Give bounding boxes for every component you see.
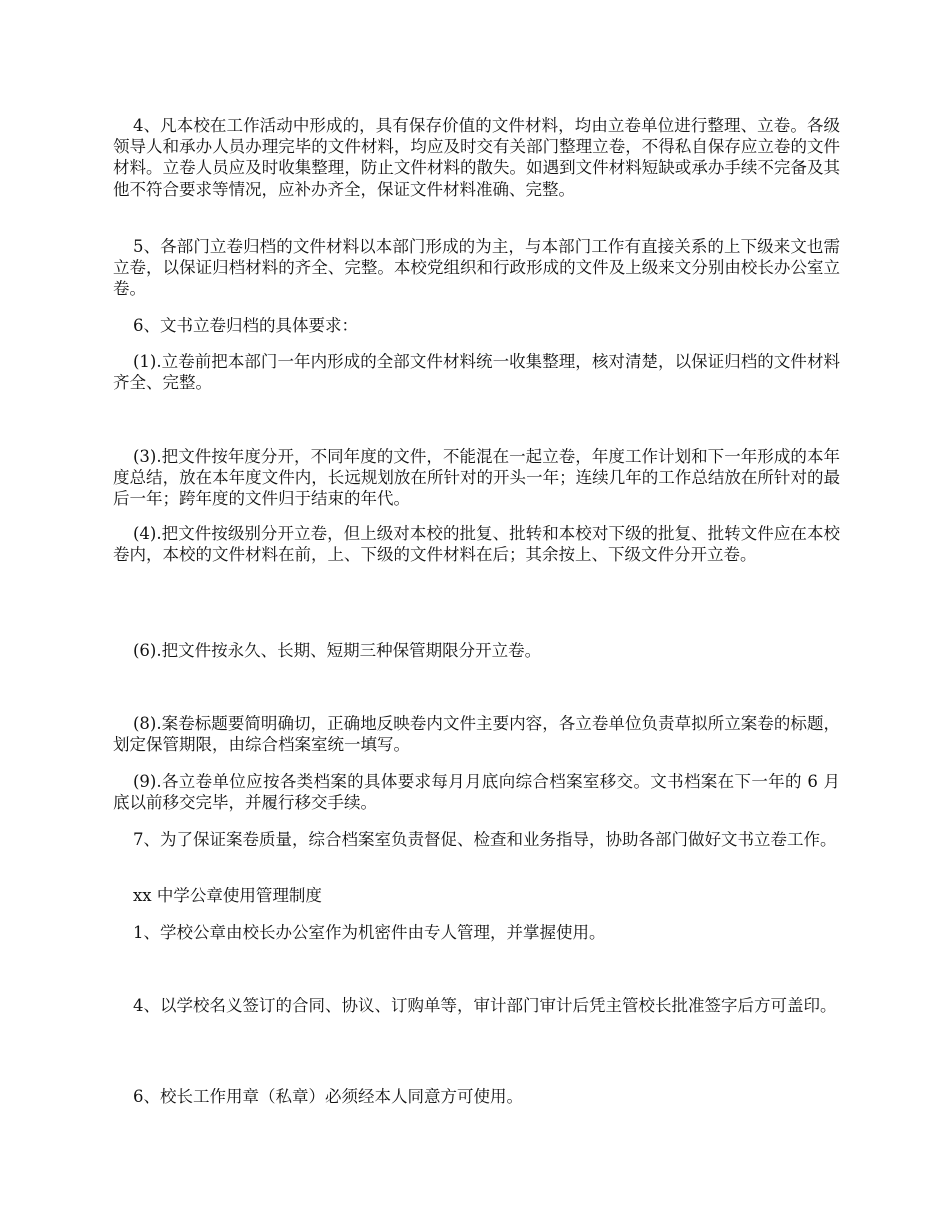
seal-rule-1: 1、学校公章由校长办公室作为机密件由专人管理，并掌握使用。 <box>133 923 606 942</box>
paragraph-requirement-1: (1).立卷前把本部门一年内形成的全部文件材料统一收集整理，核对清楚，以保证归档的文件材料齐全、完整。 <box>113 352 840 393</box>
paragraph-6-requirements-heading: 6、文书立卷归档的具体要求： <box>133 316 358 335</box>
paragraph-requirement-9: (9).各立卷单位应按各类档案的具体要求每月月底向综合档案室移交。文书档案在下一年的 6 月底以前移交完毕，并履行移交手续。 <box>113 772 840 813</box>
paragraph-4-filing-responsibility: 4、凡本校在工作活动中形成的，具有保存价值的文件材料，均由立卷单位进行整理、立卷。各级领导人和承办人员办理完毕的文件材料，均应及时交有关部门整理立卷，不得私自保存应立卷的文件材料。立卷人员应及时收集整理，防止文件材料的散失。如遇到文件材料短缺或承办手续不完备及其他不符合要求等情况，应补办齐全，保证文件材料准确、完整。 <box>113 116 840 199</box>
paragraph-5-department-filing: 5、各部门立卷归档的文件材料以本部门形成的为主，与本部门工作有直接关系的上下级来文也需立卷，以保证归档材料的齐全、完整。本校党组织和行政形成的文件及上级来文分别由校长办公室立卷。 <box>113 237 840 299</box>
paragraph-requirement-8: (8).案卷标题要简明确切，正确地反映卷内文件主要内容，各立卷单位负责草拟所立案卷的标题，划定保管期限，由综合档案室统一填写。 <box>113 714 840 755</box>
paragraph-requirement-3: (3).把文件按年度分开，不同年度的文件，不能混在一起立卷，年度工作计划和下一年形成的本年度总结，放在本年度文件内，长远规划放在所针对的开头一年；连续几年的工作总结放在所针对的最后一年；跨年度的文件归于结束的年代。 <box>113 447 840 509</box>
paragraph-requirement-4: (4).把文件按级别分开立卷，但上级对本校的批复、批转和本校对下级的批复、批转文件应在本校卷内，本校的文件材料在前，上、下级的文件材料在后；其余按上、下级文件分开立卷。 <box>113 524 840 565</box>
paragraph-requirement-6: (6).把文件按永久、长期、短期三种保管期限分开立卷。 <box>133 641 542 660</box>
seal-rule-4: 4、以学校名义签订的合同、协议、订购单等，审计部门审计后凭主管校长批准签字后方可盖印。 <box>133 996 837 1015</box>
section-title-seal-policy: xx 中学公章使用管理制度 <box>133 886 322 905</box>
paragraph-7-quality-control: 7、为了保证案卷质量，综合档案室负责督促、检查和业务指导，协助各部门做好文书立卷工作。 <box>133 830 837 849</box>
seal-rule-6: 6、校长工作用章（私章）必须经本人同意方可使用。 <box>133 1087 523 1106</box>
